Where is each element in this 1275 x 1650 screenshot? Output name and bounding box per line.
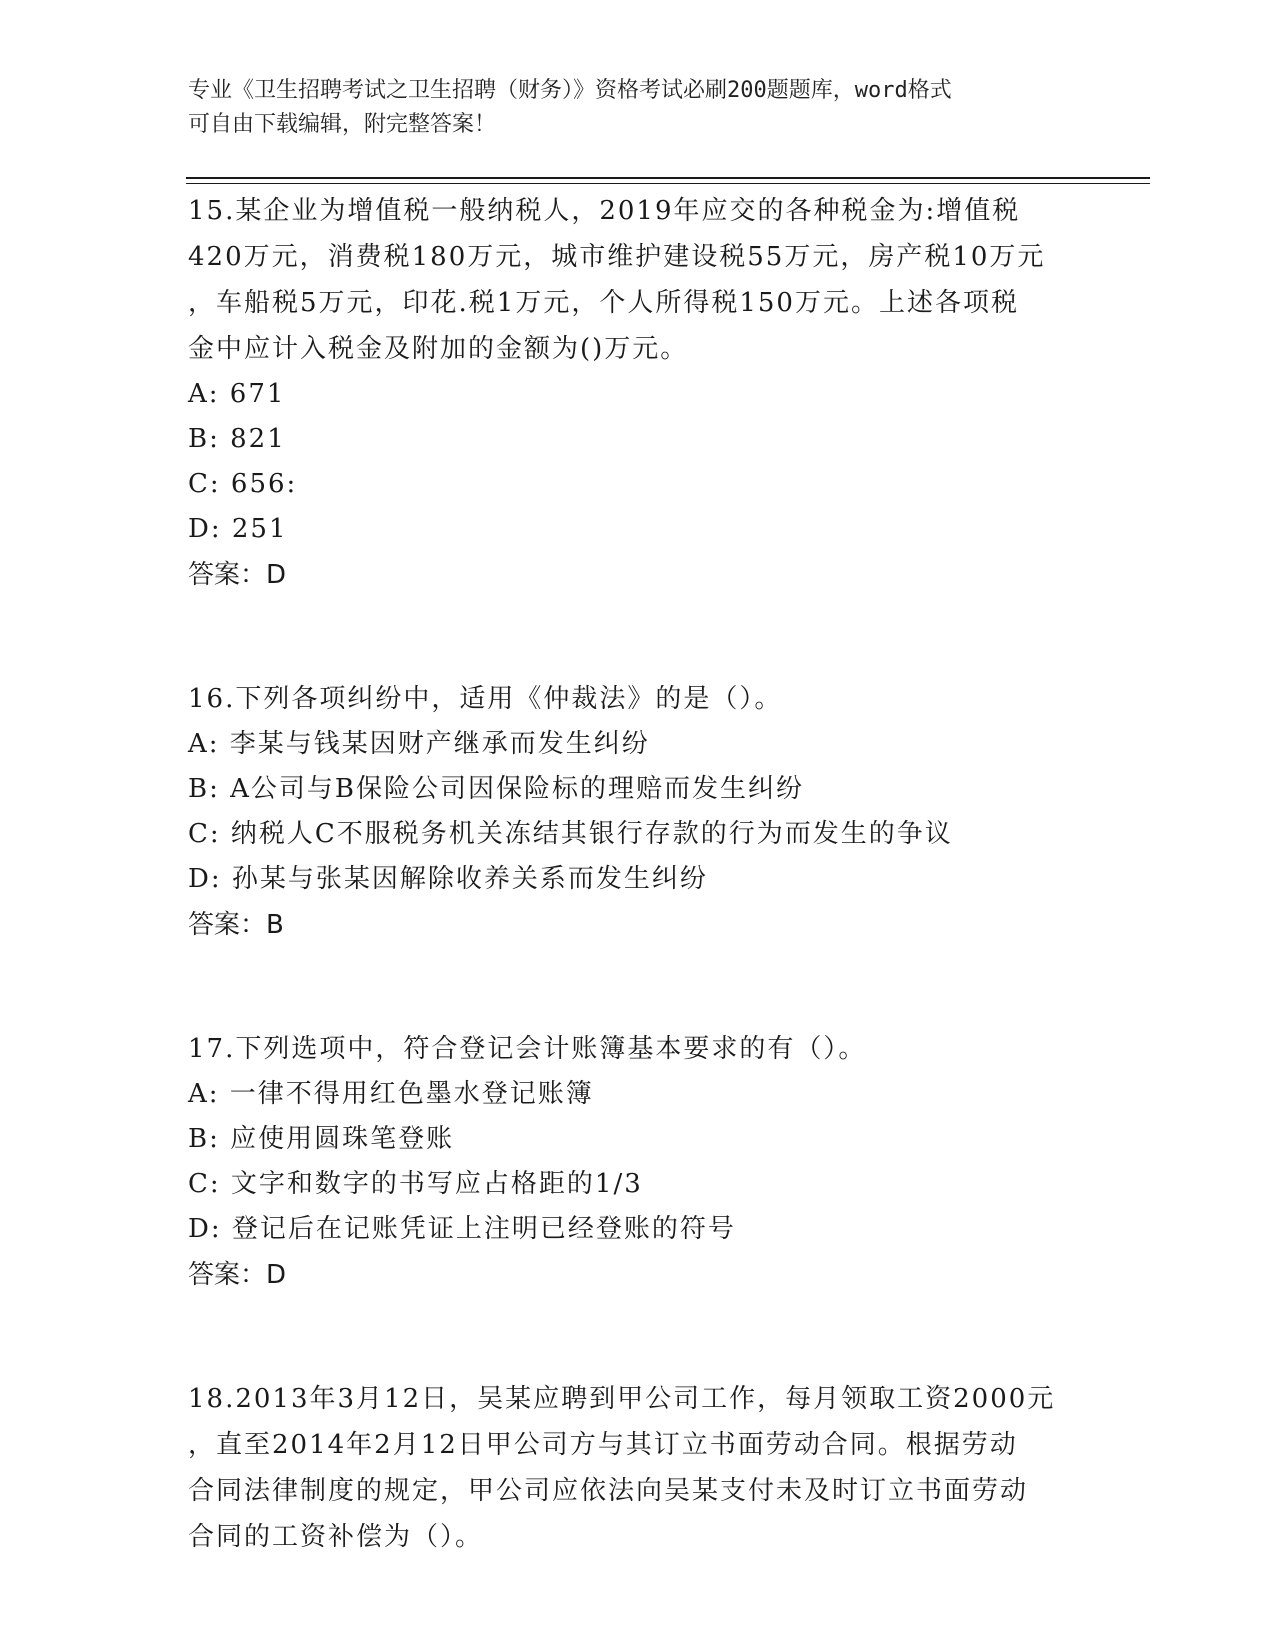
question-16-answer: 答案：B bbox=[188, 910, 284, 940]
question-17-answer: 答案：D bbox=[188, 1260, 287, 1290]
question-18-stem-line-3: 合同法律制度的规定，甲公司应依法向吴某支付未及时订立书面劳动 bbox=[188, 1476, 1029, 1506]
question-16-option-d: D: 孙某与张某因解除收养关系而发生纠纷 bbox=[188, 864, 708, 894]
question-17 bbox=[188, 1026, 1088, 1298]
header-divider-thin bbox=[186, 183, 1150, 184]
question-17-option-a: A: 一律不得用红色墨水登记账簿 bbox=[188, 1079, 594, 1109]
question-18-stem-line-2: ，直至2014年2月12日甲公司方与其订立书面劳动合同。根据劳动 bbox=[188, 1430, 1018, 1460]
question-spacer bbox=[188, 1298, 1088, 1376]
question-16-option-b: B: A公司与B保险公司因保险标的理赔而发生纠纷 bbox=[188, 774, 805, 804]
question-15-option-d: D: 251 bbox=[188, 514, 288, 544]
header-title-line-2: 可自由下载编辑，附完整答案！ bbox=[188, 112, 497, 137]
question-15-stem-line-4: 金中应计入税金及附加的金额为()万元。 bbox=[188, 334, 689, 364]
question-17-option-b: B: 应使用圆珠笔登账 bbox=[188, 1124, 455, 1154]
question-16 bbox=[188, 676, 1088, 948]
question-16-option-a: A: 李某与钱某因财产继承而发生纠纷 bbox=[188, 729, 650, 759]
question-18-stem-line-1: 18.2013年3月12日，吴某应聘到甲公司工作，每月领取工资2000元 bbox=[188, 1384, 1056, 1414]
header-title-line-1: 专业《卫生招聘考试之卫生招聘（财务）》资格考试必刷200题题库，word格式 bbox=[188, 78, 952, 103]
question-spacer bbox=[188, 598, 1088, 676]
question-15-option-b: B: 821 bbox=[188, 424, 286, 454]
question-spacer bbox=[188, 948, 1088, 1026]
question-16-stem-line-1: 16.下列各项纠纷中，适用《仲裁法》的是（）。 bbox=[188, 684, 783, 714]
question-15-option-c: C: 656: bbox=[188, 469, 298, 499]
question-15-stem-line-2: 420万元，消费税180万元，城市维护建设税55万元，房产税10万元 bbox=[188, 242, 1046, 272]
question-18-stem-line-4: 合同的工资补偿为（）。 bbox=[188, 1522, 484, 1552]
question-15-option-a: A: 671 bbox=[188, 379, 286, 409]
question-17-stem-line-1: 17.下列选项中，符合登记会计账簿基本要求的有（）。 bbox=[188, 1034, 867, 1064]
question-15-answer: 答案：D bbox=[188, 560, 287, 590]
question-18 bbox=[188, 1376, 1088, 1560]
header-divider-thick bbox=[186, 177, 1150, 179]
question-16-option-c: C: 纳税人C不服税务机关冻结其银行存款的行为而发生的争议 bbox=[188, 819, 953, 849]
question-15-stem-line-1: 15.某企业为增值税一般纳税人，2019年应交的各种税金为:增值税 bbox=[188, 196, 1021, 226]
question-list bbox=[188, 188, 1088, 1560]
question-15 bbox=[188, 188, 1088, 598]
document-header bbox=[188, 74, 1068, 142]
question-17-option-c: C: 文字和数字的书写应占格距的1/3 bbox=[188, 1169, 643, 1199]
question-15-stem-line-3: ，车船税5万元，印花.税1万元，个人所得税150万元。上述各项税 bbox=[188, 288, 1019, 318]
question-17-option-d: D: 登记后在记账凭证上注明已经登账的符号 bbox=[188, 1214, 736, 1244]
